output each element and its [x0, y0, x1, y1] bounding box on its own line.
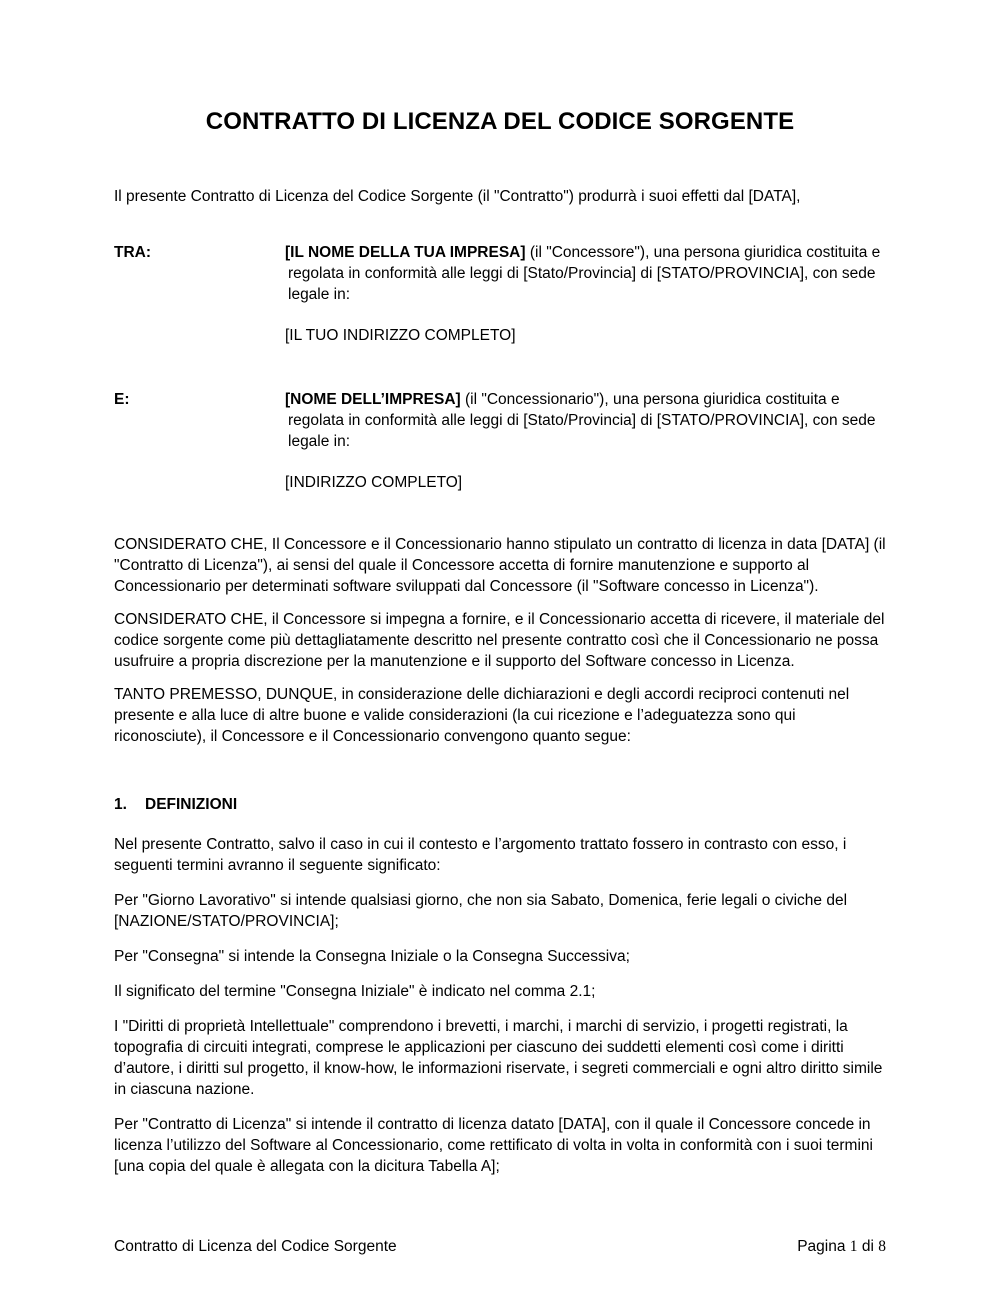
party-address-licensor: [IL TUO INDIRIZZO COMPLETO] [285, 327, 516, 344]
party-row-licensee [114, 389, 886, 493]
section-heading-definizioni [114, 747, 886, 815]
party-description-licensee: (il "Concessionario"), una persona giuridica costituita e regolata in conformità alle leggi di [Stato/Provincia] di [STATO/PROVINCIA], con sede legale in: [288, 391, 876, 450]
party-lead-licensee [285, 389, 886, 452]
party-description-licensor: (il "Concessore"), una persona giuridica costituita e regolata in conformità alle leggi di [Stato/Provincia] di [STATO/PROVINCIA], con sede legale in: [288, 244, 881, 303]
definition-paragraph: Nel presente Contratto, salvo il caso in cui il contesto e l’argomento trattato fossero in contrasto con esso, i seguenti termini avranno il seguente significato: [114, 836, 847, 874]
footer-page-number: 1 [849, 1238, 858, 1255]
parties-block [114, 207, 886, 493]
party-label-e: E: [114, 391, 130, 408]
footer-of-word: di [861, 1238, 874, 1255]
definition-paragraph: Per "Consegna" si intende la Consegna Iniziale o la Consegna Successiva; [114, 948, 630, 965]
definition-paragraph: I "Diritti di proprietà Intellettuale" comprendono i brevetti, i marchi, i marchi di servizio, i progetti registrati, la topografia di circuiti integrati, comprese le applicazioni per ciascuno dei suddetti elementi così come i diritti d’autore, i diritti sul progetto, il know-how, le informazioni riservate, i segreti commerciali e ogni altro diritto simile in ciascuna nazione. [114, 1018, 883, 1098]
footer-page-indicator [797, 1236, 886, 1257]
party-body-licensee [285, 389, 886, 493]
footer-page-total: 8 [878, 1238, 886, 1255]
footer-document-name: Contratto di Licenza del Codice Sorgente [114, 1238, 397, 1255]
definition-paragraph: Il significato del termine "Consegna Iniziale" è indicato nel comma 2.1; [114, 983, 596, 1000]
section-number: 1. [114, 796, 127, 813]
page-footer [114, 1236, 886, 1257]
recital-paragraph: TANTO PREMESSO, DUNQUE, in considerazione delle dichiarazioni e degli accordi reciproci contenuti nel presente e alla luce di altre buone e valide considerazioni (la cui ricezione e l’adeguatezza sono qui riconosciute), il Concessore e il Concessionario convengono quanto segue: [114, 686, 850, 745]
definition-paragraph: Per "Contratto di Licenza" si intende il contratto di licenza datato [DATA], con il quale il Concessore concede in licenza l’utilizzo del Software al Concessionario, come rettificato di volta in volta in conformità con i suoi termini [una copia del quale è allegata con la dicitura Tabella A]; [114, 1116, 873, 1175]
party-label-tra: TRA: [114, 244, 152, 261]
party-name-licensee: [NOME DELL’IMPRESA] [285, 391, 461, 408]
party-name-licensor: [IL NOME DELLA TUA IMPRESA] [285, 244, 526, 261]
party-lead-licensor [285, 242, 886, 305]
intro-paragraph: Il presente Contratto di Licenza del Codice Sorgente (il "Contratto") produrrà i suoi effetti dal [DATA], [114, 188, 801, 205]
page-title: CONTRATTO DI LICENZA DEL CODICE SORGENTE [205, 108, 795, 135]
party-address-licensee: [INDIRIZZO COMPLETO] [285, 474, 463, 491]
section-title: DEFINIZIONI [145, 796, 238, 813]
document-content [114, 0, 886, 1177]
party-body-licensor [285, 242, 886, 346]
recital-paragraph: CONSIDERATO CHE, il Concessore si impegna a fornire, e il Concessionario accetta di ricevere, il materiale del codice sorgente come più dettagliatamente descritto nel presente contratto così che il Concessionario ne possa usufruire a propria discrezione per la manutenzione e il supporto del Software concesso in Licenza. [114, 611, 885, 670]
definitions-block [114, 815, 886, 1177]
recital-paragraph: CONSIDERATO CHE, Il Concessore e il Concessionario hanno stipulato un contratto di licenza in data [DATA] (il "Contratto di Licenza"), ai sensi del quale il Concessore accetta di fornire manutenzione e supporto al Concessionario per determinati software sviluppati dal Concessore (il "Software concesso in Licenza"). [114, 536, 886, 595]
footer-page-word: Pagina [797, 1238, 846, 1255]
definition-paragraph: Per "Giorno Lavorativo" si intende qualsiasi giorno, che non sia Sabato, Domenica, ferie legali o civiche del [NAZIONE/STATO/PROVINCIA]; [114, 892, 848, 930]
party-row-licensor [114, 242, 886, 346]
recitals-block [114, 493, 886, 747]
